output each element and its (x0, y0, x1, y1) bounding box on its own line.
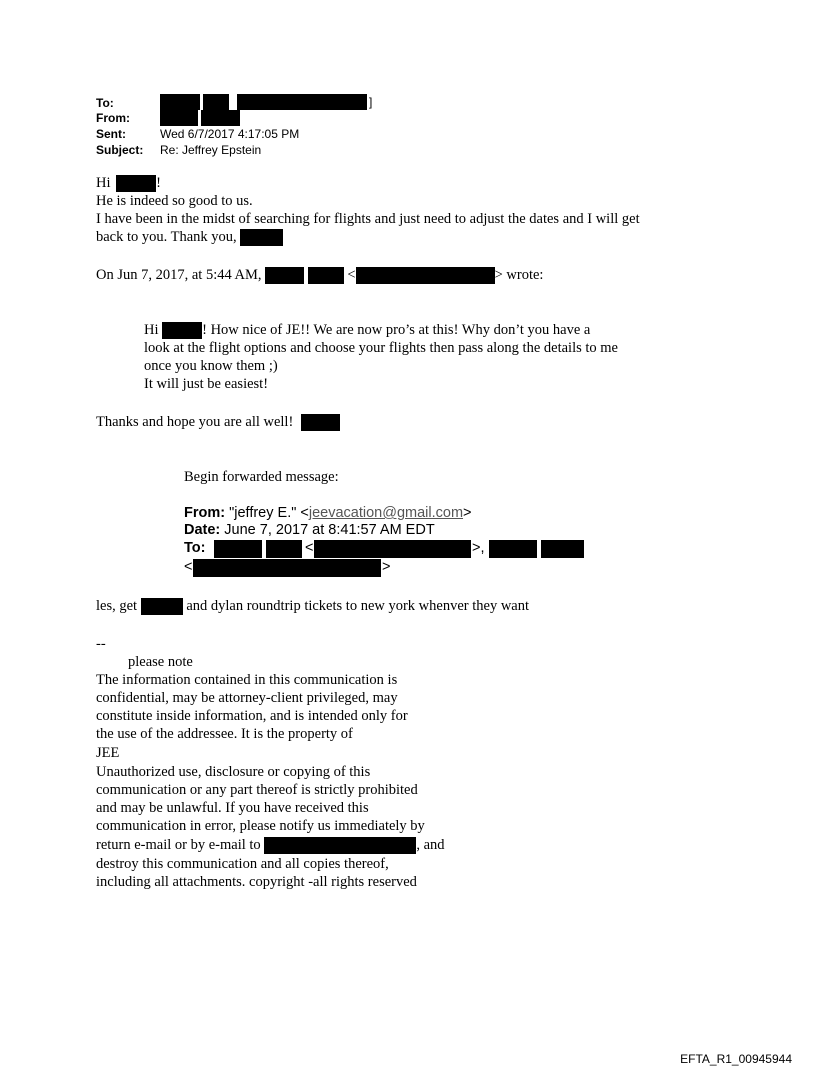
forwarded-date-value: June 7, 2017 at 8:41:57 AM EDT (224, 522, 435, 538)
forwarded-message (96, 598, 529, 615)
redaction-quoted-greeting (162, 322, 202, 339)
redaction-greeting (116, 175, 156, 192)
disclaimer-line: the use of the addressee. It is the property of (96, 726, 353, 742)
disclaimer-line: communication or any part thereof is strictly prohibited (96, 782, 418, 798)
forwarded-from (184, 505, 472, 522)
greeting-prefix: Hi (96, 175, 111, 191)
forwarded-date (184, 522, 435, 539)
reply-line-2: I have been in the midst of searching for flights and just need to adjust the dates and I will get (96, 211, 640, 227)
reply-line-3 (96, 229, 283, 246)
redaction-fwd-to-email-2 (193, 559, 381, 577)
message-prefix: les, get (96, 598, 138, 614)
fwd-to-lt: < (305, 540, 314, 556)
forwarded-from-email-link[interactable]: jeevacation@gmail.com (308, 505, 464, 521)
reply-line-1: He is indeed so good to us. (96, 193, 253, 209)
disclaimer-line: destroy this communication and all copies thereof, (96, 856, 389, 872)
disclaimer-line: JEE (96, 745, 120, 761)
redaction-quote-email (356, 267, 495, 284)
redaction-thanks-sig (301, 414, 340, 431)
quoted-l1-prefix: Hi (144, 322, 159, 338)
redaction-quote-2 (308, 267, 344, 284)
disclaimer-line: Unauthorized use, disclosure or copying of this (96, 764, 371, 780)
from-label: From: (96, 111, 130, 125)
forwarded-to-label: To: (184, 540, 206, 556)
quoted-line-3: once you know them ;) (144, 358, 278, 374)
quoted-line-1 (144, 322, 590, 339)
disclaimer-email-prefix: return e-mail or by e-mail to (96, 837, 261, 853)
to-bracket: ] (369, 95, 373, 109)
quoted-thanks-text: Thanks and hope you are all well! (96, 414, 294, 430)
signature-note: please note (128, 654, 193, 670)
redaction-signoff (240, 229, 283, 246)
forwarded-from-label: From: (184, 505, 226, 521)
to-label: To: (96, 96, 114, 110)
sent-label: Sent: (96, 127, 126, 141)
greeting-suffix: ! (156, 175, 161, 191)
quote-intro-suffix: > wrote: (494, 267, 544, 283)
quoted-line-2: look at the flight options and choose your flights then pass along the details to me (144, 340, 618, 356)
disclaimer-email-suffix: , and (416, 837, 445, 853)
redaction-disclaimer-email (264, 837, 416, 854)
disclaimer-email-line (96, 837, 445, 854)
reply-greeting (96, 175, 161, 192)
redaction-quote-1 (265, 267, 304, 284)
redaction-from-2 (201, 110, 240, 126)
subject-value: Re: Jeffrey Epstein (160, 143, 262, 157)
redaction-fwd-to-3 (489, 540, 537, 558)
forwarded-from-name: "jeffrey E." < (229, 505, 309, 521)
reply-line-3-text: back to you. Thank you, (96, 229, 237, 245)
redaction-message-name (141, 598, 183, 615)
quoted-line-4: It will just be easiest! (144, 376, 269, 392)
document-id: EFTA_R1_00945944 (680, 1052, 792, 1066)
redaction-to-3 (237, 94, 367, 110)
disclaimer-line: constitute inside information, and is intended only for (96, 708, 408, 724)
fwd-to2-lt: < (184, 559, 193, 575)
signature-dashes: -- (96, 636, 106, 652)
subject-label: Subject: (96, 143, 144, 157)
redaction-fwd-to-1 (214, 540, 262, 558)
disclaimer-line: and may be unlawful. If you have received this (96, 800, 369, 816)
forwarded-date-label: Date: (184, 522, 221, 538)
quoted-l1-suffix: ! How nice of JE!! We are now pro’s at this! Why don’t you have a (202, 322, 591, 338)
redaction-fwd-to-4 (541, 540, 584, 558)
disclaimer-line: confidential, may be attorney-client privileged, may (96, 690, 398, 706)
redaction-to-1 (160, 94, 200, 110)
forwarded-intro: Begin forwarded message: (184, 469, 339, 485)
forwarded-from-close: > (463, 505, 472, 521)
redaction-fwd-to-email (314, 540, 471, 558)
quote-intro-prefix: On Jun 7, 2017, at 5:44 AM, (96, 267, 262, 283)
redaction-to-2 (203, 94, 229, 110)
fwd-to-sep: >, (472, 540, 485, 556)
disclaimer-line: including all attachments. copyright -all rights reserved (96, 874, 417, 890)
quote-intro: On Jun 7, 2017, at 5:44 AM, < > wrote: (96, 267, 544, 283)
forwarded-to (184, 540, 205, 557)
redaction-from-1 (160, 110, 198, 126)
redaction-fwd-to-2 (266, 540, 302, 558)
fwd-to2-gt: > (382, 559, 391, 575)
message-suffix: and dylan roundtrip tickets to new york whenver they want (186, 598, 530, 614)
quoted-thanks (96, 414, 340, 431)
disclaimer-line: The information contained in this communication is (96, 672, 398, 688)
disclaimer-line: communication in error, please notify us immediately by (96, 818, 425, 834)
sent-value: Wed 6/7/2017 4:17:05 PM (160, 127, 300, 141)
